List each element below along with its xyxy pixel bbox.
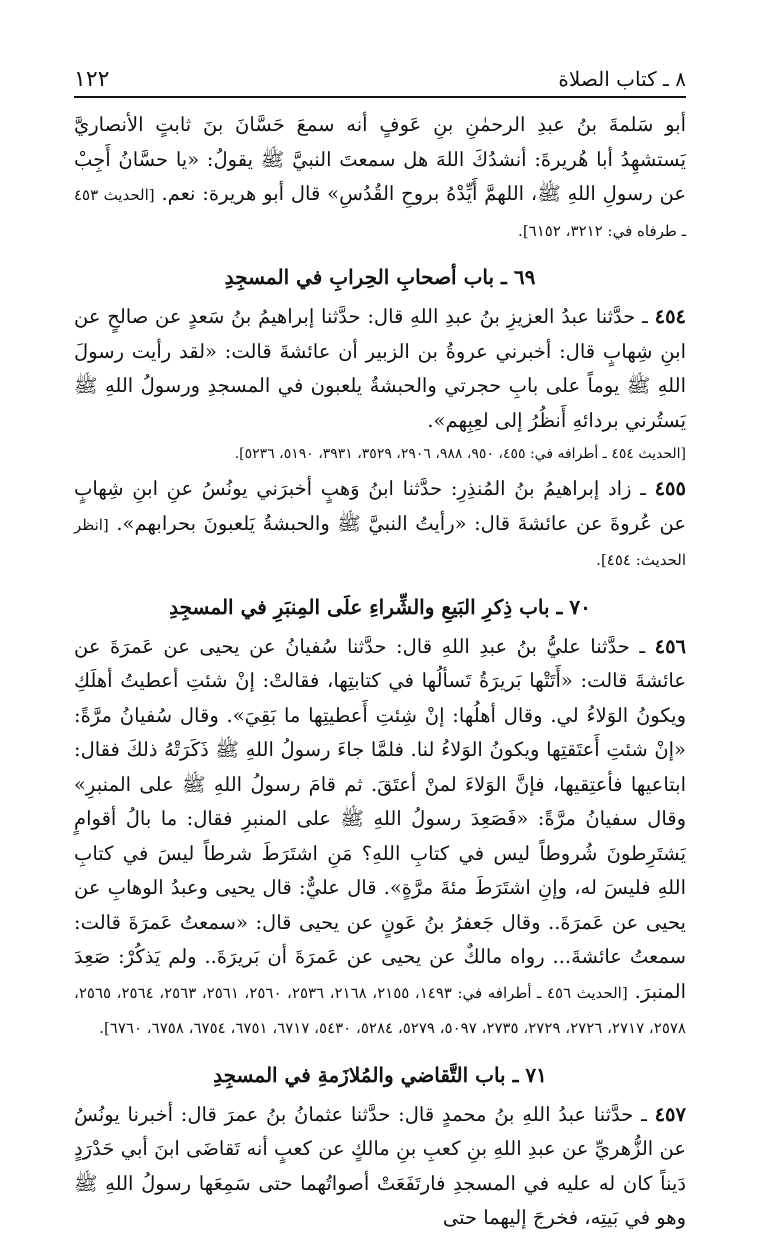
intro-ref: [الحديث ٤٥٣ ـ طرفاه في: ٣٢١٢، ٦١٥٢].	[74, 186, 686, 240]
chapter-71-title: ٧١ ـ باب التَّقاضي والمُلازَمةِ في المسجِدِ	[213, 1062, 547, 1087]
hadith-455-number: ٤٥٥	[654, 477, 686, 500]
chapter-69-title: ٦٩ ـ باب أصحابِ الحِرابِ في المسجِدِ	[224, 265, 536, 289]
chapter-70-title: ٧٠ ـ باب ذِكرِ البَيعِ والشِّراءِ علَى المِنبَرِ في المسجِدِ	[169, 594, 591, 619]
hadith-454-text: ـ حدَّثنا عبدُ العزيزِ بنُ عبدِ اللهِ قال: حدَّثنا إبراهيمُ بنُ سَعدٍ عن صالحٍ عن ابنِ شِهابٍ قال: أخبرني عروةُ بن الزبير أن عائشةَ قالت: «لقد رأيت رسولَ اللهِ ﷺ يوماً على بابِ حجرتي والحبشةُ يلعبون في المسجدِ ورسولُ اللهِ ﷺ يَستُرني بردائهِ أَنظُرُ إلى لعِبِهم».	[74, 305, 686, 432]
page-body	[74, 108, 686, 1236]
hadith-457-text: ـ حدَّثنا عبدُ اللهِ بنُ محمدٍ قال: حدَّثنا عثمانُ بنُ عمرَ قال: أخبرنا يونُسُ عن الزُّهريِّ عن عبدِ اللهِ بنِ كعبِ بنِ مالكٍ عن كعبٍ أنه تَقاضَى ابنَ أبي حَدْرَدٍ دَيناً كان له عليه في المسجدِ فارتَفَعَتْ أصواتُهما حتى سَمِعَها رسولُ اللهِ ﷺ وهو في بَيتِه، فخرجَ إليهما حتى	[74, 1102, 686, 1229]
page-header	[74, 62, 686, 98]
hadith-456	[74, 630, 686, 1046]
page-number: ١٢٢	[74, 66, 110, 92]
hadith-456-number: ٤٥٦	[654, 634, 687, 658]
hadith-454-ref: [الحديث ٤٥٤ ـ أطرافه في: ٤٥٥، ٩٥٠، ٩٨٨، ٢٩٠٦، ٣٥٢٩، ٣٩٣١، ٥١٩٠، ٥٢٣٦].	[234, 446, 686, 462]
running-chapter-title: ٨ ـ كتاب الصلاة	[558, 67, 686, 91]
hadith-457	[74, 1098, 686, 1236]
hadith-454	[74, 300, 686, 438]
hadith-456-ref: [الحديث ٤٥٦ ـ أطرافه في: ١٤٩٣، ٢١٥٥، ٢١٦٨، ٢٥٣٦، ٢٥٦٠، ٢٥٦١، ٢٥٦٣، ٢٥٦٤، ٢٥٦٥، ٢٥٧٨، ٢٧١٧، ٢٧٢٦، ٢٧٢٩، ٢٧٣٥، ٥٠٩٧، ٥٢٧٩، ٥٢٨٤، ٥٤٣٠، ٦٧١٧، ٦٧٥١، ٦٧٥٤، ٦٧٥٨، ٦٧٦٠].	[74, 983, 686, 1037]
hadith-455	[74, 472, 686, 578]
intro-paragraph	[74, 108, 686, 248]
hadith-454-number: ٤٥٤	[654, 305, 687, 328]
hadith-456-text: ـ حدَّثنا عليُّ بنُ عبدِ اللهِ قال: حدَّثنا سُفيانُ عن يحيى عن عَمرَةَ عن عائشةَ قالت: «أَتَتْها بَريرَةُ تَسألُها في كتابتِها، فقالتْ: إنْ شئتِ أعطيتُ أهلَكِ ويكونُ الوَلاءُ لي. وقال أهلُها: إنْ شِئتِ أَعطيتِها ما بَقِيَ». وقال سُفيانُ مرَّةً: «إنْ شئتِ أَعتَقتِها ويكونُ الوَلاءُ لنا. فلمَّا جاءَ رسولُ اللهِ ﷺ ذَكَرَتْهُ ذلكَ فقال: ابتاعيها فأعتِقيها، فإنَّ الوَلاءَ لمنْ أعتَقَ. ثم قامَ رسولُ اللهِ ﷺ على المنبرِ» وقال سفيانُ مرَّةً: «فَصَعِدَ رسولُ اللهِ ﷺ على المنبرِ فقال: ما بالُ أقوامٍ يَشتَرِطونَ شُروطاً ليس في كتابِ اللهِ؟ مَنِ اشتَرَطَ شرطاً ليسَ في كتابِ اللهِ فليسَ له، وإنِ اشتَرَطَ مئةَ مرَّةٍ». قال عليٌّ: قال يحيى وعبدُ الوهابِ عن يحيى عن عَمرَةَ.. وقال جَعفرُ بنُ عَونٍ عن يحيى قال: «سمعتُ عَمرَةَ قالت: سمعتُ عائشةَ... رواه مالكٌ عن يحيى عن عَمرَةَ أن بَريرَةَ.. ولم يَذكُرْ: صَعِدَ المنبرَ.	[74, 634, 687, 1003]
hadith-455-text: ـ زاد إبراهيمُ بنُ المُنذِرِ: حدَّثنا ابنُ وَهبٍ أخبرَني يونُسُ عنِ ابنِ شِهابٍ عن عُروةَ عن عائشةَ قال: «رأيتُ النبيَّ ﷺ والحبشةُ يَلعبونَ بحرابهم».	[74, 477, 687, 535]
hadith-455-ref: [انظر الحديث: ٤٥٤].	[74, 515, 686, 569]
hadith-457-number: ٤٥٧	[654, 1102, 686, 1126]
intro-text: أبو سَلمةَ بنُ عبدِ الرحمٰنِ بنِ عَوفٍ أنه سمعَ حَسَّانَ بنَ ثابتٍ الأنصاريَّ يَستشهِدُ أبا هُريرةَ: أنشدُكَ اللهَ هل سمعتَ النبيَّ ﷺ يقولُ: «يا حسَّانُ أَجِبْ عن رسولِ اللهِ ﷺ، اللهمَّ أَيِّدْهُ بروحِ القُدُسِ» قال أبو هريرة: نعم.	[74, 113, 686, 205]
